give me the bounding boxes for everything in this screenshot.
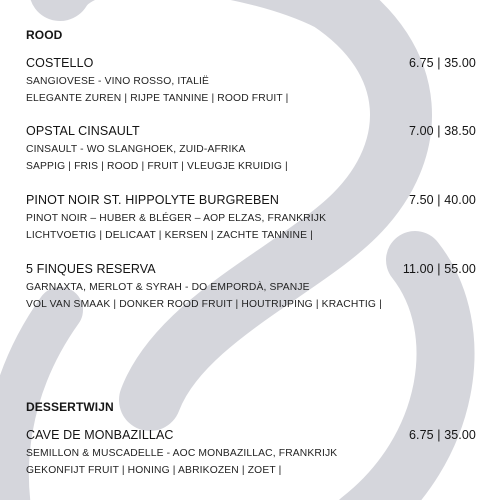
wine-item-costello <box>26 56 476 107</box>
wine-price: 6.75 | 35.00 <box>408 428 476 442</box>
wine-tasting-notes: LICHTVOETIG | DELICAAT | KERSEN | ZACHTE TANNINE | <box>26 230 313 241</box>
wine-name: OPSTAL CINSAULT <box>26 124 140 138</box>
wine-header <box>26 262 476 279</box>
wine-header <box>26 124 476 141</box>
section-title-dessertwijn: DESSERTWIJN <box>26 400 114 414</box>
section-title-rood: ROOD <box>26 28 63 42</box>
wine-name: PINOT NOIR ST. HIPPOLYTE BURGREBEN <box>26 193 279 207</box>
wine-item-cave-de-monbazillac <box>26 428 476 479</box>
wine-price: 7.00 | 38.50 <box>408 124 476 138</box>
wine-name: COSTELLO <box>26 56 94 70</box>
wine-origin: SEMILLON & MUSCADELLE - AOC MONBAZILLAC, FRANKRIJK <box>26 448 338 459</box>
wine-tasting-notes: VOL VAN SMAAK | DONKER ROOD FRUIT | HOUTRIJPING | KRACHTIG | <box>26 299 382 310</box>
wine-origin: SANGIOVESE - VINO ROSSO, ITALIË <box>26 76 209 87</box>
wine-header <box>26 428 476 445</box>
wine-item-5-finques-reserva <box>26 262 476 313</box>
wine-name: 5 FINQUES RESERVA <box>26 262 156 276</box>
wine-price: 11.00 | 55.00 <box>402 262 476 276</box>
wine-origin: CINSAULT - WO SLANGHOEK, ZUID-AFRIKA <box>26 144 246 155</box>
wine-origin: GARNAXTA, MERLOT & SYRAH - DO EMPORDÀ, SPANJE <box>26 282 310 293</box>
wine-item-pinot-noir <box>26 193 476 244</box>
wine-price: 7.50 | 40.00 <box>408 193 476 207</box>
wine-origin: PINOT NOIR – HUBER & BLÉGER – AOP ELZAS, FRANKRIJK <box>26 213 327 224</box>
wine-item-opstal-cinsault <box>26 124 476 175</box>
wine-name: CAVE DE MONBAZILLAC <box>26 428 174 442</box>
wine-price: 6.75 | 35.00 <box>408 56 476 70</box>
wine-tasting-notes: ELEGANTE ZUREN | RIJPE TANNINE | ROOD FRUIT | <box>26 93 289 104</box>
wine-tasting-notes: GEKONFIJT FRUIT | HONING | ABRIKOZEN | ZOET | <box>26 465 282 476</box>
wine-header <box>26 56 476 73</box>
wine-tasting-notes: SAPPIG | FRIS | ROOD | FRUIT | VLEUGJE KRUIDIG | <box>26 161 288 172</box>
wine-header <box>26 193 476 210</box>
